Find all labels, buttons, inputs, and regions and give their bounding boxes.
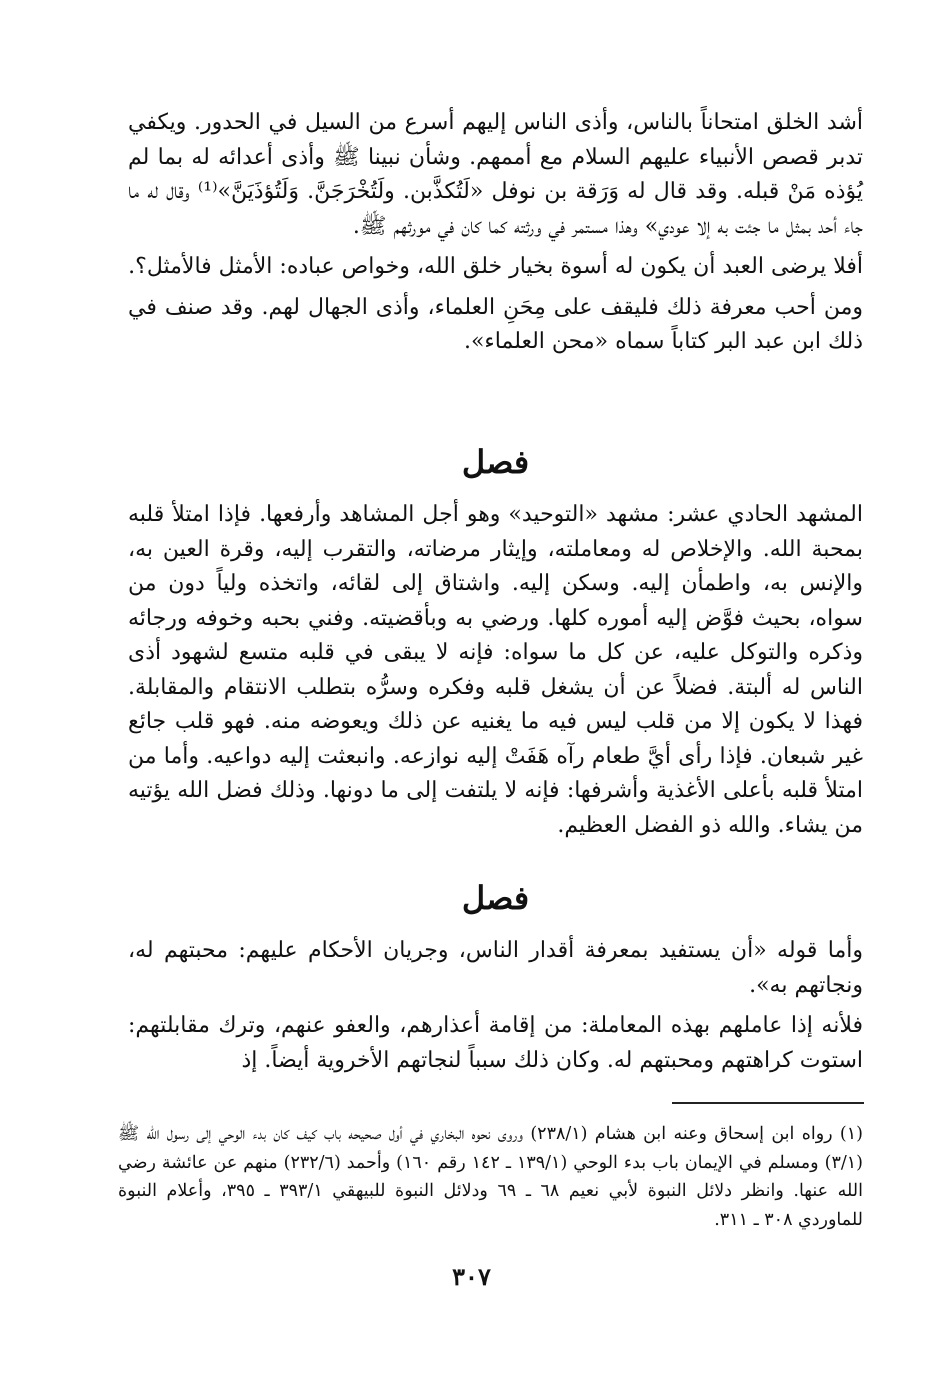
paragraph: المشهد الحادي عشر: مشهد «التوحيد» وهو أجل المشاهد وأرفعها. فإذا امتلأ قلبه بمحبة الله. والإخلاص له ومعاملته، وإيثار مرضاته، والتقرب إليه، وقرة العين به، والإنس به، واطمأن إليه. وسكن إليه. واشتاق إلى لقائه، واتخذه ولياً دون من سواه، بحيث فوَّض إليه أموره كلها. ورضي به وبأقضيته. وفني بحبه وخوفه ورجائه وذكره والتوكل عليه، عن كل ما سواه: فإنه لا يبقى في قلبه متسع لشهود أذى الناس له ألبتة. فضلاً عن أن يشغل قلبه وفكره وسرُّه بتطلب الانتقام والمقابلة. فهذا لا يكون إلا من قلب ليس فيه ما يغنيه عن ذلك ويعوضه منه. فهو قلب جائع غير شبعان. فإذا رأى أيَّ طعام رآه هَفَتْ إليه نوازعه. وانبعثت إليه دواعيه. وأما من امتلأ قلبه بأعلى الأغذية وأشرفها: فإنه لا يلتفت إلى ما دونها. وذلك فضل الله يؤتيه من يشاء. والله ذو الفضل العظيم. — [128, 502, 863, 838]
footnote: (١) رواه ابن إسحاق وعنه ابن هشام (٢٣٨/١) وروى نحوه البخاري في أول صحيحه باب كيف كان بدء الوحي إلى رسول الله ﷺ (٣/١) ومسلم في الإيمان باب بدء الوحي (١٣٩/١ ـ ١٤٢ رقم ١٦٠) وأحمد (٢٣٢/٦) منهم عن عائشة رضي الله عنها. وانظر دلائل النبوة لأبي نعيم ٦٨ ـ ٦٩ ودلائل النبوة للبيهقي ٣٩٣/١ ـ ٣٩٥، وأعلام النبوة للماوردي ٣٠٨ ـ ٣١١. — [118, 1124, 863, 1230]
opening-text-block — [128, 106, 863, 366]
paragraph: أشد الخلق امتحاناً بالناس، وأذى الناس إليهم أسرع من السيل في الحدور. ويكفي تدبر قصص الأنبياء عليهم السلام مع أممهم. وشأن نبينا ﷺ وأذى أعدائه له بما لم يُؤذه مَنْ قبله. وقد قال له وَرَقة بن نوفل «لَتُكذَّبن. ولَتُخْرَجَنَّ. وَلَتُؤذَيَنَّ»⁽¹⁾ وقال له ما جاء أحد بمثل ما جئت به إلا عودي» وهذا مستمر في ورثته كما كان في مورثهم ﷺ. — [128, 110, 863, 239]
footnote-separator — [672, 1102, 864, 1104]
page-number: ٣٠٧ — [452, 1262, 491, 1291]
paragraph: وأما قوله «أن يستفيد بمعرفة أقدار الناس، وجريان الأحكام عليهم: محبتهم له، ونجاتهم به». — [128, 938, 863, 998]
section-2 — [128, 866, 863, 1084]
paragraph: ومن أحب معرفة ذلك فليقف على مِحَنِ العلماء، وأذى الجهال لهم. وقد صنف في ذلك ابن عبد البر كتاباً سماه «محن العلماء». — [128, 294, 863, 354]
section-heading: فصل — [461, 443, 530, 481]
section-heading: فصل — [461, 879, 530, 917]
paragraph: فلأنه إذا عاملهم بهذه المعاملة: من إقامة أعذارهم، والعفو عنهم، وترك مقابلتهم: استوت كراهتهم ومحبتهم له. وكان ذلك سبباً لنجاتهم الأخروية أيضاً. إذ — [128, 1013, 863, 1073]
section-1 — [128, 430, 863, 849]
paragraph: أفلا يرضى العبد أن يكون له أسوة بخيار خلق الله، وخواص عباده: الأمثل فالأمثل؟. — [128, 254, 863, 279]
